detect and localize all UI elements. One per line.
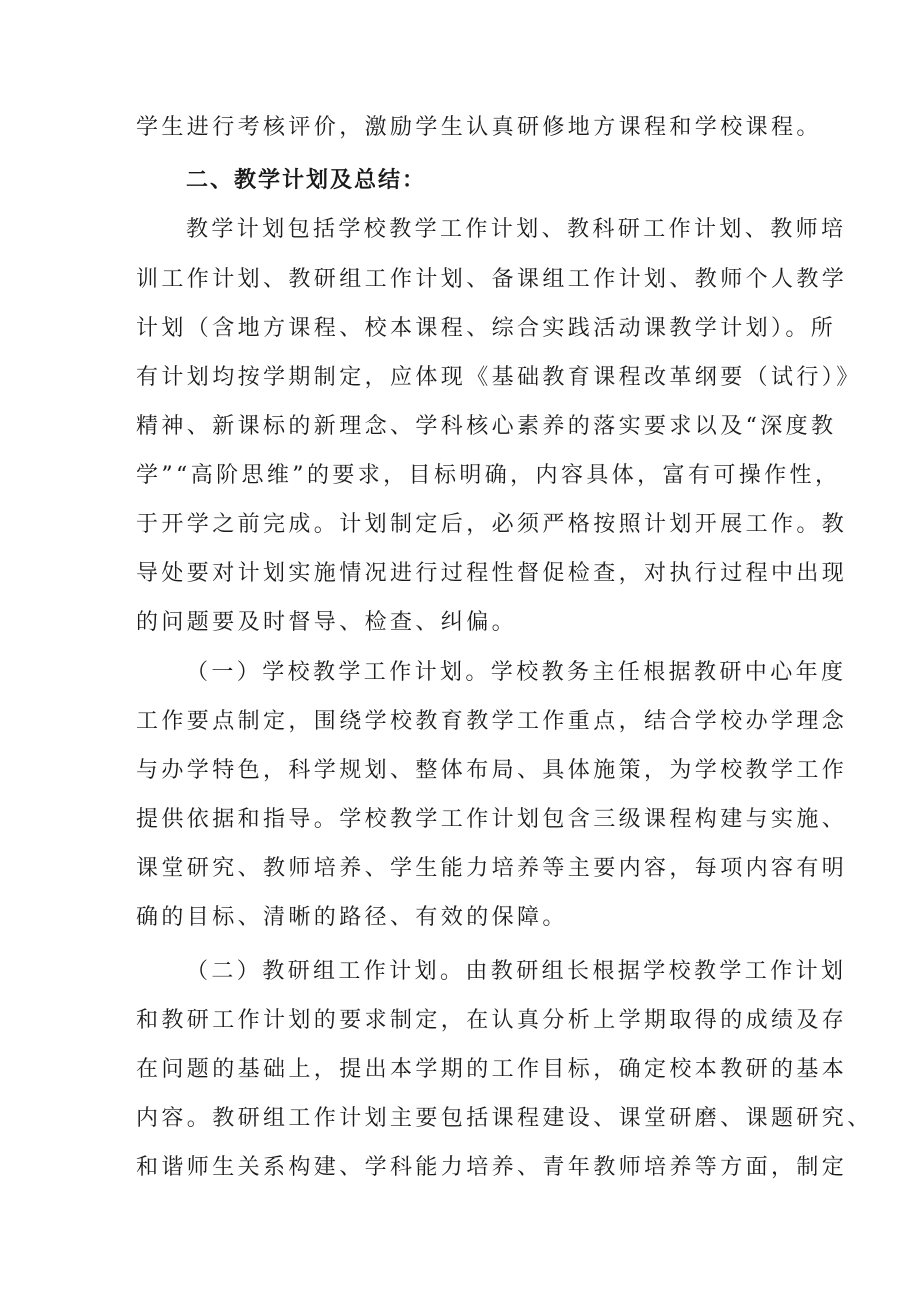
paragraph-line: 在问题的基础上，提出本学期的工作目标，确定校本教研的基本 <box>136 1057 848 1082</box>
subsection-line: （二）教研组工作计划。由教研组长根据学校教学工作计划 <box>186 959 847 984</box>
paragraph-line: 的问题要及时督导、检查、纠偏。 <box>136 610 518 635</box>
paragraph-line: 和教研工作计划的要求制定，在认真分析上学期取得的成绩及存 <box>136 1008 848 1033</box>
paragraph-line: 工作要点制定，围绕学校教育教学工作重点，结合学校办学理念 <box>136 709 848 734</box>
paragraph-line: 确的目标、清晰的路径、有效的保障。 <box>136 905 568 930</box>
paragraph-line: 有计划均按学期制定，应体现《基础教育课程改革纲要（试行）》 <box>136 365 862 390</box>
section-heading: 二、教学计划及总结： <box>186 168 427 193</box>
paragraph-line: 计划（含地方课程、校本课程、综合实践活动课教学计划）。所 <box>136 316 837 341</box>
paragraph-line: 与办学特色，科学规划、整体布局、具体施策，为学校教学工作 <box>136 758 848 783</box>
paragraph-line: 和谐师生关系构建、学科能力培养、青年教师培养等方面，制定 <box>136 1155 848 1180</box>
paragraph-line: 导处要对计划实施情况进行过程性督促检查，对执行过程中出现 <box>136 561 848 586</box>
paragraph-line: 于开学之前完成。计划制定后，必须严格按照计划开展工作。教 <box>136 512 848 537</box>
paragraph-line: 提供依据和指导。学校教学工作计划包含三级课程构建与实施、 <box>136 807 848 832</box>
paragraph-line: 训工作计划、教研组工作计划、备课组工作计划、教师个人教学 <box>136 267 848 292</box>
paragraph-line: 精神、新课标的新理念、学科核心素养的落实要求以及“深度教 <box>136 414 837 439</box>
paragraph-line: 学”“高阶思维”的要求，目标明确，内容具体，富有可操作性， <box>136 463 841 488</box>
paragraph-line: 内容。教研组工作计划主要包括课程建设、课堂研磨、课题研究、 <box>136 1106 873 1131</box>
paragraph-line: 课堂研究、教师培养、学生能力培养等主要内容，每项内容有明 <box>136 856 848 881</box>
subsection-line: （一）学校教学工作计划。学校教务主任根据教研中心年度 <box>186 660 847 685</box>
paragraph-line: 教学计划包括学校教学工作计划、教科研工作计划、教师培 <box>186 217 847 242</box>
paragraph-line: 学生进行考核评价，激励学生认真研修地方课程和学校课程。 <box>136 115 822 140</box>
